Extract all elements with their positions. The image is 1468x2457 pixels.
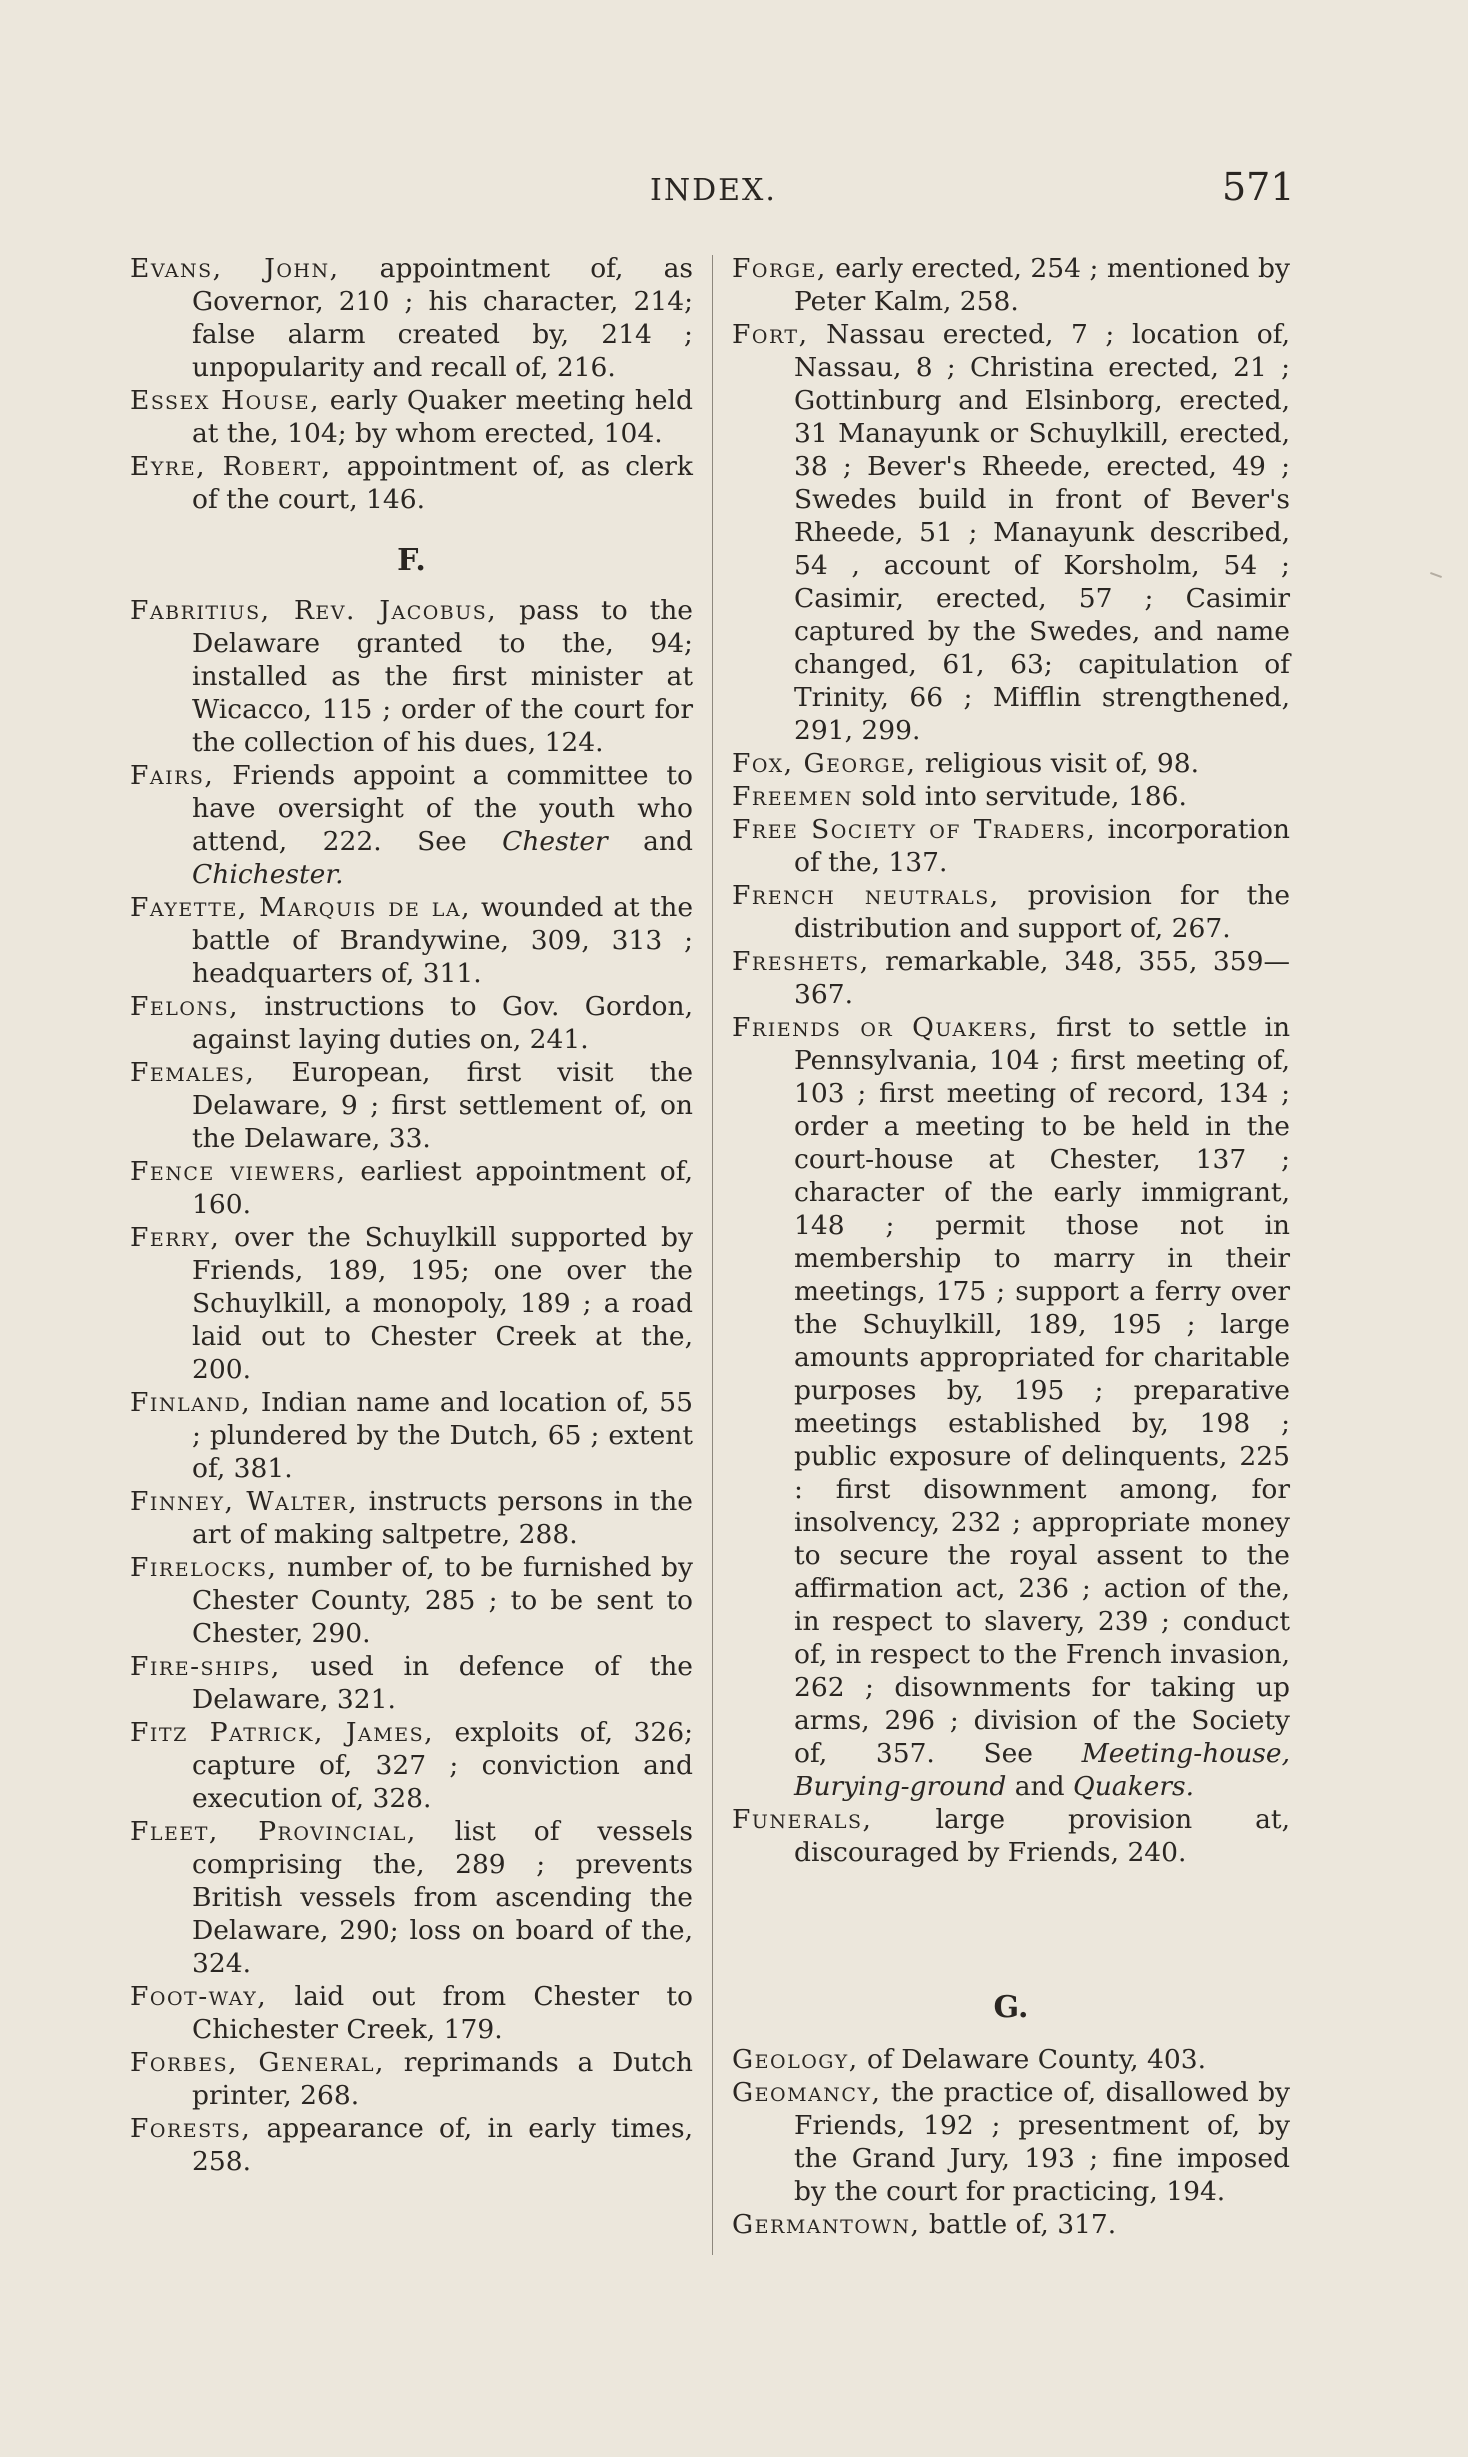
- entry-headword: Felons,: [130, 991, 240, 1022]
- cross-reference: Chichester.: [192, 859, 344, 890]
- index-entry-felons: [130, 990, 693, 1056]
- page-number: 571: [1222, 165, 1295, 209]
- entry-headword: Freemen: [732, 781, 853, 812]
- cross-reference: Quakers.: [1073, 1771, 1195, 1802]
- index-entry-free-society: [732, 813, 1290, 879]
- index-entry-funerals: [732, 1803, 1290, 1869]
- entry-headword: Freshets,: [732, 946, 870, 977]
- index-entry-friends-or-quakers: [732, 1011, 1290, 1803]
- entry-text: pass to the Delaware granted to the, 94; installed as the first minister at Wicacco, 115 ; order of the court for the collection of his dues, 124.: [192, 595, 693, 758]
- entry-text: list of vessels comprising the, 289 ; prevents British vessels from ascending the Delaware, 290; loss on board of the, 324.: [192, 1816, 693, 1979]
- entry-text: Nassau erected, 7 ; location of, Nassau, 8 ; Christina erected, 21 ; Gottinburg and Elsinborg, erected, 31 Manayunk or Schuylkill, erected, 38 ; Bever's Rheede, erected, 49 ; Swedes build in front of Bever's Rheede, 51 ; Manayunk described, 54 , account of Korsholm, 54 ; Casimir, erected, 57 ; Casimir captured by the Swedes, and name changed, 61, 63; capitulation of Trinity, 66 ; Mifflin strengthened, 291, 299.: [794, 319, 1290, 746]
- entry-text: and: [607, 826, 693, 857]
- entry-headword: Fire-ships,: [130, 1651, 281, 1682]
- entry-text: religious visit of, 98.: [916, 748, 1200, 779]
- entry-text: provision for the distribution and support of, 267.: [794, 880, 1291, 944]
- index-entry-fence-viewers: [130, 1155, 693, 1221]
- entry-text: used in defence of the Delaware, 321.: [192, 1651, 693, 1715]
- entry-text: laid out from Chester to Chichester Creek, 179.: [192, 1981, 693, 2045]
- right-column: [732, 252, 1290, 2241]
- index-entry-eyre-robert: [130, 450, 693, 516]
- entry-text: exploits of, 326; capture of, 327 ; conviction and execution of, 328.: [192, 1717, 694, 1814]
- index-entry-ferry: [130, 1221, 693, 1386]
- entry-text: appointment of, as clerk of the court, 146.: [192, 451, 693, 515]
- left-column: [130, 252, 693, 2178]
- index-entry-freshets: [732, 945, 1290, 1011]
- entry-headword: Fleet, Provincial,: [130, 1816, 417, 1847]
- entry-text: instructs persons in the art of making saltpetre, 288.: [192, 1486, 693, 1550]
- entry-headword: Geology,: [732, 2044, 859, 2075]
- index-entry-finland: [130, 1386, 693, 1485]
- entry-headword: Funerals,: [732, 1804, 873, 1835]
- index-entry-females: [130, 1056, 693, 1155]
- entry-text: and: [1006, 1771, 1074, 1802]
- entry-text: reprimands a Dutch printer, 268.: [192, 2047, 693, 2111]
- entry-headword: French neutrals,: [732, 880, 1000, 911]
- entry-text: battle of, 317.: [920, 2209, 1117, 2240]
- entry-headword: Germantown,: [732, 2209, 921, 2240]
- entry-headword: Foot-way,: [130, 1981, 268, 2012]
- index-entry-fitz-patrick: [130, 1716, 693, 1815]
- index-entry-forge: [732, 252, 1290, 318]
- entry-text: appearance of, in early times, 258.: [192, 2113, 693, 2177]
- index-entry-fire-ships: [130, 1650, 693, 1716]
- entry-headword: Free Society of Traders,: [732, 814, 1097, 845]
- entry-headword: Essex House,: [130, 385, 321, 416]
- entry-text: Indian name and location of, 55 ; plundered by the Dutch, 65 ; extent of, 381.: [192, 1387, 693, 1484]
- entry-text: early Quaker meeting held at the, 104; by whom erected, 104.: [192, 385, 693, 449]
- entry-headword: Fitz Patrick, James,: [130, 1717, 435, 1748]
- index-entry-forests: [130, 2112, 693, 2178]
- section-letter-f: F.: [397, 543, 426, 578]
- index-entry-freemen: [732, 780, 1290, 813]
- index-entry-fayette: [130, 891, 693, 990]
- index-entry-geology: [732, 2043, 1290, 2076]
- entry-headword: Fox, George,: [732, 748, 917, 779]
- entry-headword: Finland,: [130, 1387, 252, 1418]
- entry-text: number of, to be furnished by Chester County, 285 ; to be sent to Chester, 290.: [192, 1552, 693, 1649]
- page-header: [0, 165, 1468, 215]
- entry-headword: Evans, John,: [130, 253, 340, 284]
- index-entry-essex-house: [130, 384, 693, 450]
- column-divider: [712, 255, 713, 2255]
- index-entry-foot-way: [130, 1980, 693, 2046]
- entry-text: European, first visit the Delaware, 9 ; first settlement of, on the Delaware, 33.: [192, 1057, 693, 1154]
- entry-headword: Forge,: [732, 253, 827, 284]
- entry-headword: Females,: [130, 1057, 256, 1088]
- entry-text: of Delaware County, 403.: [858, 2044, 1207, 2075]
- entry-headword: Forests,: [130, 2113, 252, 2144]
- entry-headword: Finney, Walter,: [130, 1486, 359, 1517]
- entry-text: large provision at, discouraged by Friends, 240.: [794, 1804, 1290, 1868]
- index-entry-firelocks: [130, 1551, 693, 1650]
- entry-headword: Fayette, Marquis de la,: [130, 892, 472, 923]
- index-entry-forbes-general: [130, 2046, 693, 2112]
- index-entry-fairs: [130, 759, 693, 891]
- entry-headword: Fort,: [732, 319, 809, 350]
- cross-reference: Chester: [502, 826, 608, 857]
- entry-text: early erected, 254 ; mentioned by Peter Kalm, 258.: [794, 253, 1290, 317]
- entry-headword: Forbes, General,: [130, 2047, 385, 2078]
- entry-headword: Fence viewers,: [130, 1156, 347, 1187]
- entry-headword: Firelocks,: [130, 1552, 278, 1583]
- entry-headword: Friends or Quakers,: [732, 1012, 1039, 1043]
- entry-headword: Fabritius, Rev. Jacobus,: [130, 595, 498, 626]
- entry-headword: Ferry,: [130, 1222, 221, 1253]
- running-title: INDEX.: [650, 173, 777, 208]
- entry-text: incorporation of the, 137.: [794, 814, 1290, 878]
- entry-text: wounded at the battle of Brandywine, 309, 313 ; headquarters of, 311.: [192, 892, 693, 989]
- entry-headword: Geomancy,: [732, 2077, 882, 2108]
- margin-mark: [1430, 572, 1442, 578]
- entry-text: earliest appointment of, 160.: [192, 1156, 693, 1220]
- entry-text: Friends appoint a committee to have oversight of the youth who attend, 222. See: [192, 760, 693, 857]
- index-entry-finney-walter: [130, 1485, 693, 1551]
- entry-text: appointment of, as Governor, 210 ; his character, 214; false alarm created by, 214 ; unpopularity and recall of, 216.: [192, 253, 693, 383]
- entry-text: the practice of, disallowed by Friends, 192 ; presentment of, by the Grand Jury, 193 ; fine imposed by the court for practicing, 194.: [794, 2077, 1290, 2207]
- entry-text: instructions to Gov. Gordon, against laying duties on, 241.: [192, 991, 693, 1055]
- entry-text: over the Schuylkill supported by Friends, 189, 195; one over the Schuylkill, a monopoly, 189 ; a road laid out to Chester Creek at the, 200.: [192, 1222, 693, 1385]
- cross-reference: Meeting-house, Burying-ground: [794, 1738, 1290, 1802]
- index-entry-fox-george: [732, 747, 1290, 780]
- entry-headword: Fairs,: [130, 760, 215, 791]
- index-entry-geomancy: [732, 2076, 1290, 2208]
- index-entry-evans-john: [130, 252, 693, 384]
- index-entry-germantown: [732, 2208, 1290, 2241]
- index-entry-fabritius: [130, 594, 693, 759]
- index-entry-french-neutrals: [732, 879, 1290, 945]
- entry-text: first to settle in Pennsylvania, 104 ; first meeting of, 103 ; first meeting of record, 134 ; order a meeting to be held in the court-house at Chester, 137 ; character of the early immigrant, 148 ; permit those not in membership to marry in their meetings, 175 ; support a ferry over the Schuylkill, 189, 195 ; large amounts appropriated for charitable purposes by, 195 ; preparative meetings established by, 198 ; public exposure of delinquents, 225 : first disownment among, for insolvency, 232 ; appropriate money to secure the royal assent to the affirmation act, 236 ; action of the, in respect to slavery, 239 ; conduct of, in respect to the French invasion, 262 ; disownments for taking up arms, 296 ; division of the Society of, 357. See: [794, 1012, 1291, 1769]
- index-entry-fort: [732, 318, 1290, 747]
- index-entry-fleet-provincial: [130, 1815, 693, 1980]
- entry-headword: Eyre, Robert,: [130, 451, 332, 482]
- entry-text: sold into servitude, 186.: [852, 781, 1187, 812]
- entry-text: remarkable, 348, 355, 359—367.: [794, 946, 1290, 1010]
- section-letter-g: G.: [993, 1990, 1029, 2025]
